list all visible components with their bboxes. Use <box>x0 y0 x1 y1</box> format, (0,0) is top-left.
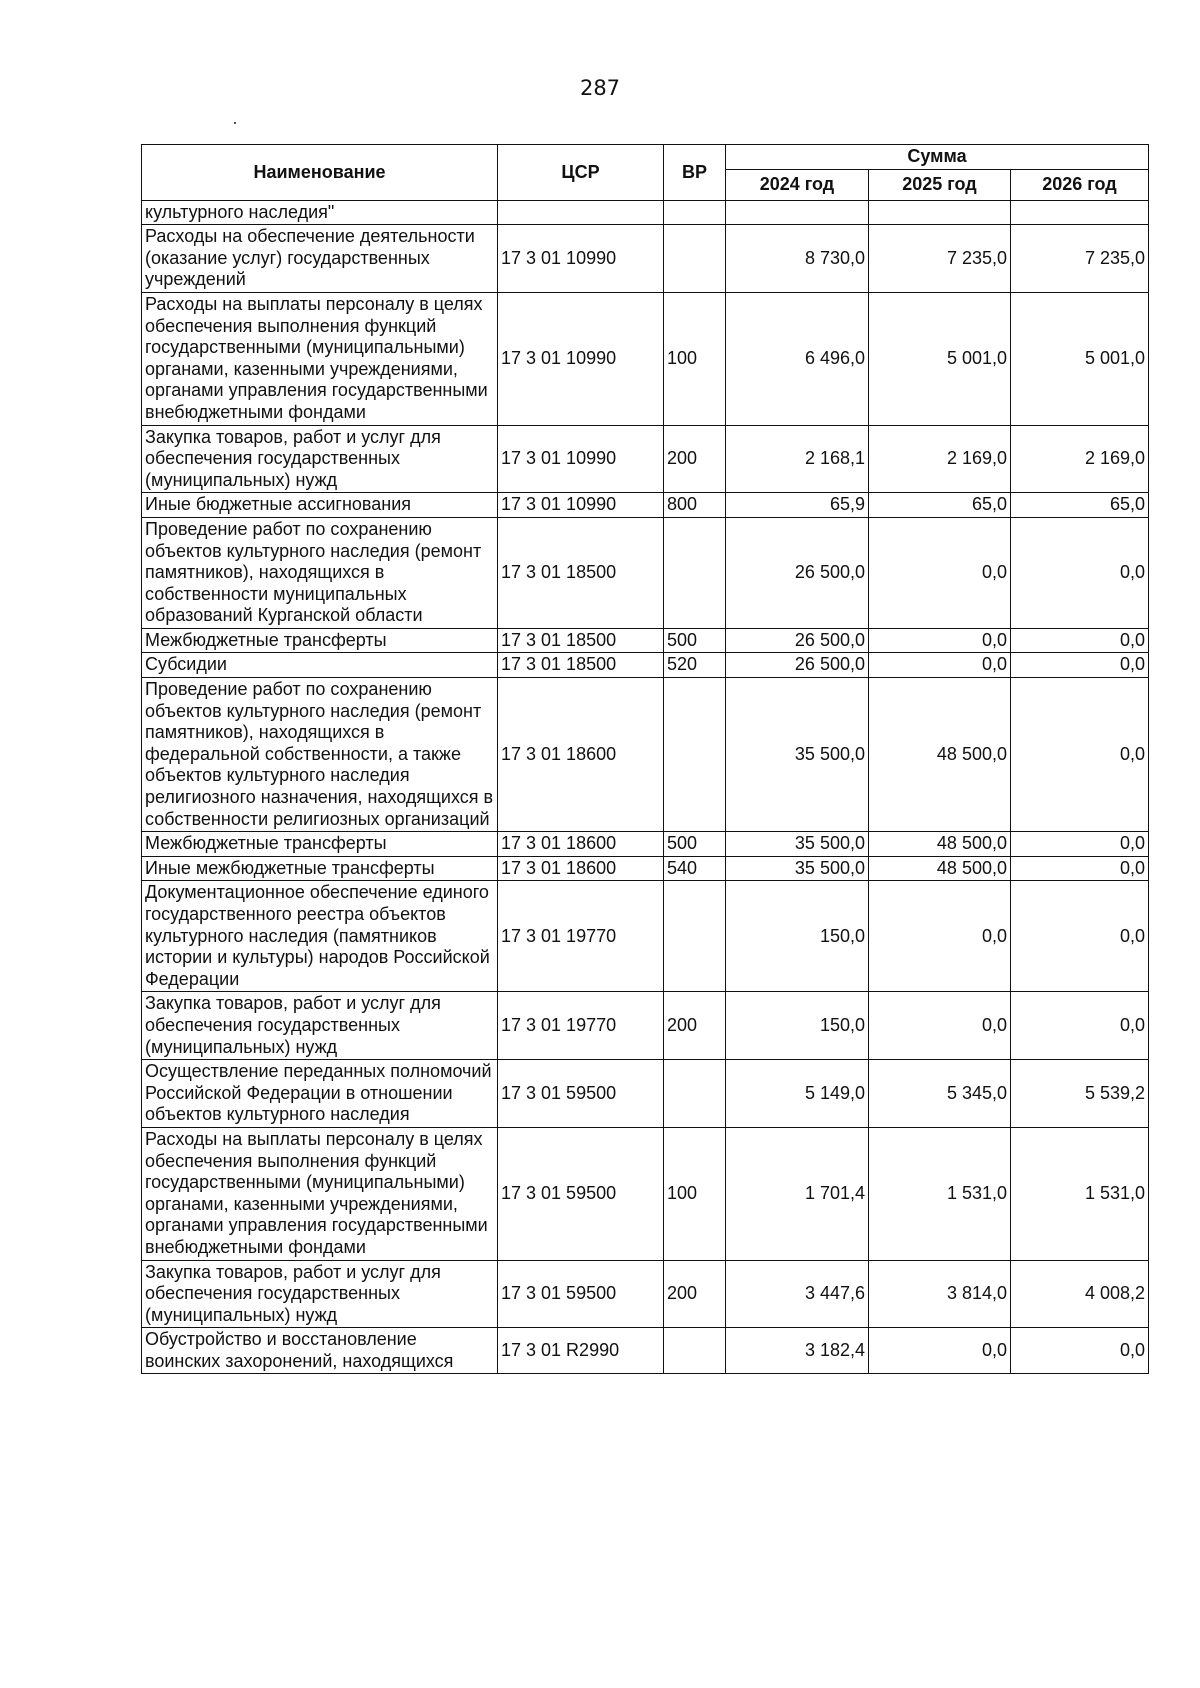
cell-2026: 0,0 <box>1011 992 1149 1060</box>
cell-2026: 5 001,0 <box>1011 292 1149 425</box>
cell-2024: 150,0 <box>726 992 869 1060</box>
cell-2025: 0,0 <box>869 628 1011 653</box>
cell-name: Иные межбюджетные трансферты <box>142 856 498 881</box>
cell-2024: 6 496,0 <box>726 292 869 425</box>
cell-vr: 500 <box>664 628 726 653</box>
cell-csr: 17 3 01 10990 <box>498 493 664 518</box>
table-body <box>142 200 1149 1374</box>
cell-2026: 0,0 <box>1011 881 1149 992</box>
cell-name: Закупка товаров, работ и услуг для обеспечения государственных (муниципальных) нужд <box>142 1260 498 1328</box>
cell-vr: 500 <box>664 832 726 857</box>
table-row <box>142 200 1149 225</box>
table-row <box>142 628 1149 653</box>
cell-csr: 17 3 01 10990 <box>498 425 664 493</box>
cell-2025: 1 531,0 <box>869 1127 1011 1260</box>
cell-2024: 5 149,0 <box>726 1060 869 1128</box>
cell-name: Проведение работ по сохранению объектов культурного наследия (ремонт памятников), находящихся в федеральной собственности, а также объектов культурного наследия религиозного назначения, находящихся в собственности религиозных организаций <box>142 678 498 832</box>
cell-2025: 0,0 <box>869 881 1011 992</box>
cell-name: Расходы на обеспечение деятельности (оказание услуг) государственных учреждений <box>142 225 498 293</box>
cell-2026: 0,0 <box>1011 517 1149 628</box>
cell-2025: 48 500,0 <box>869 678 1011 832</box>
cell-2025: 2 169,0 <box>869 425 1011 493</box>
table-row <box>142 425 1149 493</box>
cell-vr <box>664 225 726 293</box>
cell-2026: 0,0 <box>1011 832 1149 857</box>
cell-name: Расходы на выплаты персоналу в целях обеспечения выполнения функций государственными (муниципальными) органами, казенными учреждениями, органами управления государственными внебюджетными фондами <box>142 292 498 425</box>
cell-2024: 26 500,0 <box>726 517 869 628</box>
cell-2024: 150,0 <box>726 881 869 992</box>
cell-2026: 65,0 <box>1011 493 1149 518</box>
cell-2026: 0,0 <box>1011 678 1149 832</box>
cell-2026: 0,0 <box>1011 653 1149 678</box>
cell-csr <box>498 200 664 225</box>
cell-2025: 0,0 <box>869 517 1011 628</box>
cell-2024: 35 500,0 <box>726 856 869 881</box>
table-row <box>142 1060 1149 1128</box>
table-row <box>142 493 1149 518</box>
cell-csr: 17 3 01 19770 <box>498 992 664 1060</box>
cell-2024: 3 447,6 <box>726 1260 869 1328</box>
cell-2025: 5 001,0 <box>869 292 1011 425</box>
cell-2026: 7 235,0 <box>1011 225 1149 293</box>
header-year-2024: 2024 год <box>726 169 869 200</box>
page-number: 287 <box>579 76 621 100</box>
header-sum: Сумма <box>726 145 1149 170</box>
cell-vr: 540 <box>664 856 726 881</box>
cell-2026: 5 539,2 <box>1011 1060 1149 1128</box>
header-year-2025: 2025 год <box>869 169 1011 200</box>
table-row <box>142 678 1149 832</box>
cell-name: Осуществление переданных полномочий Российской Федерации в отношении объектов культурного наследия <box>142 1060 498 1128</box>
cell-2024: 1 701,4 <box>726 1127 869 1260</box>
table-row <box>142 881 1149 992</box>
cell-2025 <box>869 200 1011 225</box>
cell-2024 <box>726 200 869 225</box>
cell-name: Межбюджетные трансферты <box>142 628 498 653</box>
cell-name: Документационное обеспечение единого государственного реестра объектов культурного наследия (памятников истории и культуры) народов Российской Федерации <box>142 881 498 992</box>
cell-2026: 0,0 <box>1011 628 1149 653</box>
cell-2024: 3 182,4 <box>726 1328 869 1374</box>
cell-2025: 7 235,0 <box>869 225 1011 293</box>
cell-vr <box>664 1060 726 1128</box>
table-header <box>142 145 1149 201</box>
cell-2024: 26 500,0 <box>726 628 869 653</box>
table-row <box>142 856 1149 881</box>
cell-2025: 5 345,0 <box>869 1060 1011 1128</box>
cell-name: Расходы на выплаты персоналу в целях обеспечения выполнения функций государственными (муниципальными) органами, казенными учреждениями, органами управления государственными внебюджетными фондами <box>142 1127 498 1260</box>
cell-vr <box>664 1328 726 1374</box>
cell-name: Проведение работ по сохранению объектов культурного наследия (ремонт памятников), находящихся в собственности муниципальных образований Курганской области <box>142 517 498 628</box>
cell-2025: 65,0 <box>869 493 1011 518</box>
cell-vr: 100 <box>664 1127 726 1260</box>
cell-2024: 26 500,0 <box>726 653 869 678</box>
table-row <box>142 1328 1149 1374</box>
cell-vr: 520 <box>664 653 726 678</box>
cell-2026: 1 531,0 <box>1011 1127 1149 1260</box>
table-row <box>142 225 1149 293</box>
cell-csr: 17 3 01 18600 <box>498 678 664 832</box>
cell-name: Межбюджетные трансферты <box>142 832 498 857</box>
cell-csr: 17 3 01 18500 <box>498 653 664 678</box>
cell-csr: 17 3 01 18600 <box>498 856 664 881</box>
cell-vr: 100 <box>664 292 726 425</box>
cell-2025: 0,0 <box>869 1328 1011 1374</box>
cell-csr: 17 3 01 59500 <box>498 1127 664 1260</box>
cell-name: Закупка товаров, работ и услуг для обеспечения государственных (муниципальных) нужд <box>142 992 498 1060</box>
table-row <box>142 992 1149 1060</box>
cell-2025: 3 814,0 <box>869 1260 1011 1328</box>
table-row <box>142 1260 1149 1328</box>
header-name: Наименование <box>142 145 498 201</box>
cell-csr: 17 3 01 10990 <box>498 292 664 425</box>
table-row <box>142 292 1149 425</box>
header-year-2026: 2026 год <box>1011 169 1149 200</box>
cell-vr: 200 <box>664 992 726 1060</box>
cell-csr: 17 3 01 18600 <box>498 832 664 857</box>
table-row <box>142 653 1149 678</box>
cell-name: культурного наследия" <box>142 200 498 225</box>
cell-2026: 4 008,2 <box>1011 1260 1149 1328</box>
header-csr: ЦСР <box>498 145 664 201</box>
scan-speck <box>234 122 236 124</box>
cell-vr <box>664 881 726 992</box>
cell-2026: 0,0 <box>1011 856 1149 881</box>
cell-2025: 48 500,0 <box>869 832 1011 857</box>
cell-csr: 17 3 01 59500 <box>498 1060 664 1128</box>
cell-vr: 200 <box>664 1260 726 1328</box>
cell-2026 <box>1011 200 1149 225</box>
budget-table <box>141 144 1149 1374</box>
cell-csr: 17 3 01 10990 <box>498 225 664 293</box>
cell-vr <box>664 200 726 225</box>
cell-2025: 48 500,0 <box>869 856 1011 881</box>
cell-vr <box>664 678 726 832</box>
cell-name: Обустройство и восстановление воинских захоронений, находящихся <box>142 1328 498 1374</box>
cell-name: Закупка товаров, работ и услуг для обеспечения государственных (муниципальных) нужд <box>142 425 498 493</box>
table-row <box>142 517 1149 628</box>
cell-vr: 800 <box>664 493 726 518</box>
cell-vr <box>664 517 726 628</box>
cell-2026: 2 169,0 <box>1011 425 1149 493</box>
table-row <box>142 832 1149 857</box>
cell-2025: 0,0 <box>869 653 1011 678</box>
cell-2026: 0,0 <box>1011 1328 1149 1374</box>
cell-csr: 17 3 01 R2990 <box>498 1328 664 1374</box>
cell-vr: 200 <box>664 425 726 493</box>
cell-2024: 8 730,0 <box>726 225 869 293</box>
cell-csr: 17 3 01 19770 <box>498 881 664 992</box>
cell-csr: 17 3 01 18500 <box>498 628 664 653</box>
cell-2024: 65,9 <box>726 493 869 518</box>
cell-name: Субсидии <box>142 653 498 678</box>
cell-name: Иные бюджетные ассигнования <box>142 493 498 518</box>
cell-2024: 35 500,0 <box>726 832 869 857</box>
cell-2024: 2 168,1 <box>726 425 869 493</box>
cell-2025: 0,0 <box>869 992 1011 1060</box>
header-vr: ВР <box>664 145 726 201</box>
table-row <box>142 1127 1149 1260</box>
cell-csr: 17 3 01 59500 <box>498 1260 664 1328</box>
cell-csr: 17 3 01 18500 <box>498 517 664 628</box>
cell-2024: 35 500,0 <box>726 678 869 832</box>
